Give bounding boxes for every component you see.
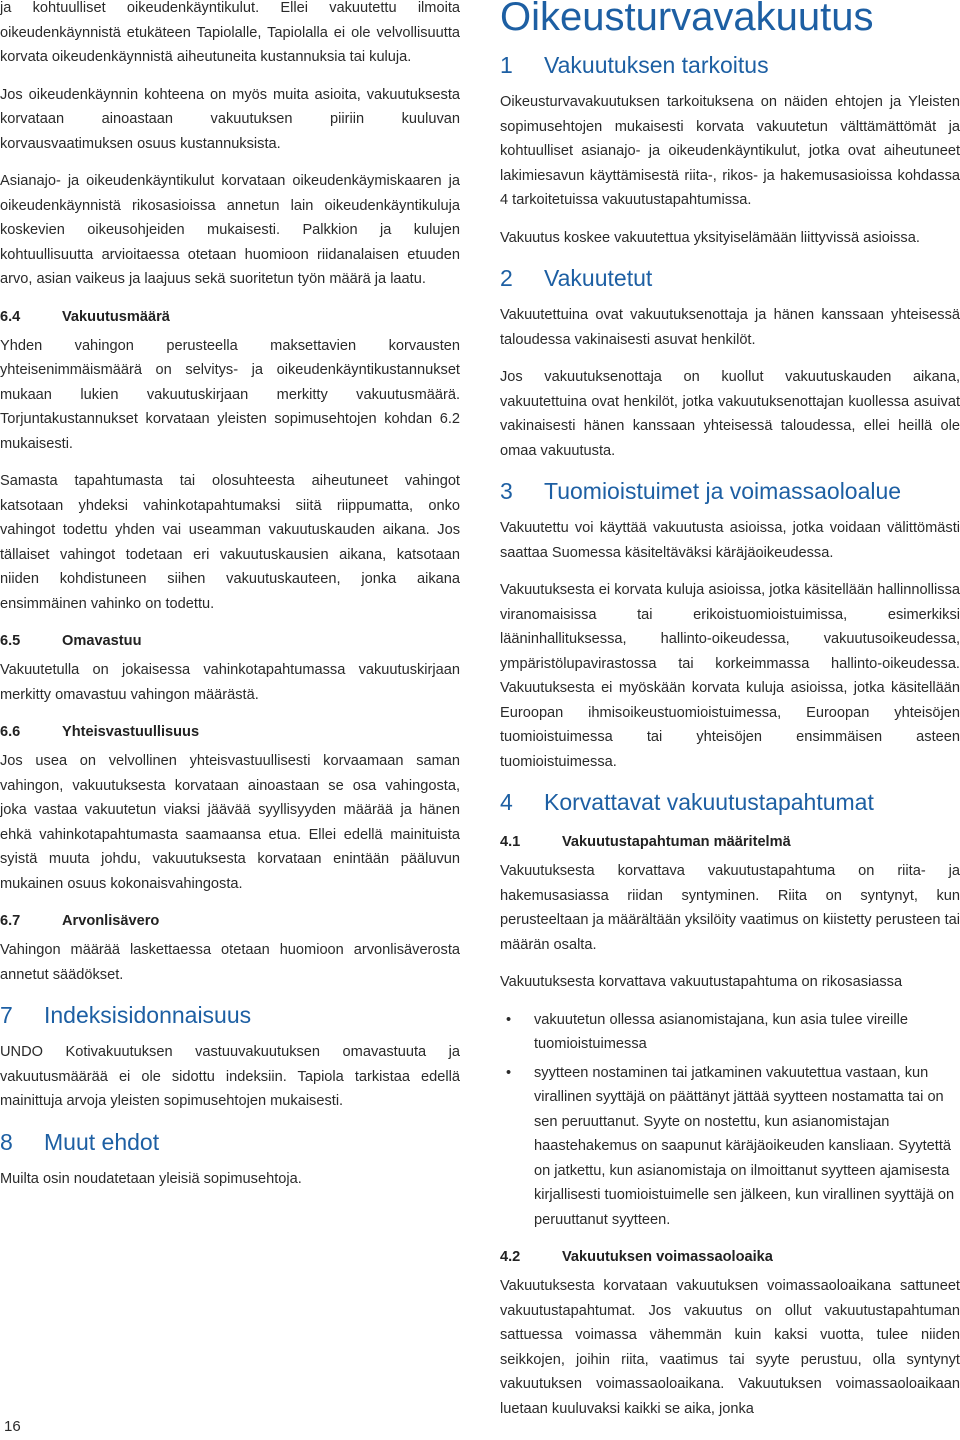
right-column: [500, 0, 960, 1434]
section-title: Vakuutustapahtuman määritelmä: [562, 834, 791, 850]
section-number: 6.6: [0, 724, 21, 740]
paragraph: Vakuutetulla on jokaisessa vahinkotapahtumassa vakuutuskirjaan merkitty omavastuu vahingon määrästä.: [0, 662, 460, 703]
chapter-number: 3: [500, 478, 513, 504]
chapter-number: 8: [0, 1128, 13, 1155]
paragraph: UNDO Kotivakuutuksen vastuuvakuutuksen omavastuuta ja vakuutusmäärää ei ole sidottu indeksiin. Tapiola tarkistaa edellä mainittuja arvoja yleisten sopimusehtojen mukaisesti.: [0, 1044, 460, 1109]
section-number: 4.2: [500, 1249, 521, 1265]
paragraph: Vakuutettu voi käyttää vakuutusta asioissa, jotka voidaan välittömästi saattaa Suomessa käsiteltäväksi käräjäoikeudessa.: [500, 520, 960, 561]
paragraph: Samasta tapahtumasta tai olosuhteesta aiheutuneet vahingot katsotaan yhdeksi vahinkotapahtumaksi siitä riippumatta, onko vahingot todettu yhden vai useamman vakuutuskauden aikana. Jos tällaiset vahingot todetaan eri vakuutuskausien aikana, katsotaan niiden kohdistuneen siihen vakuutuskauteen, jonka aikana ensimmäinen vahinko on todettu.: [0, 473, 460, 612]
paragraph: Muilta osin noudatetaan yleisiä sopimusehtoja.: [0, 1170, 302, 1187]
chapter-heading-8: [0, 1127, 460, 1157]
chapter-number: 7: [0, 1002, 13, 1028]
paragraph: Jos usea on velvollinen yhteisvastuullisesti korvaamaan saman vahingon, vakuutuksesta korvataan ainoastaan se osa vahingosta, joka vastaa vakuutetun viaksi jäävää syyllisyyden määrää ja hänen ehkä vahinkotapahtumasta saamaansa etua. Ellei edellä mainituista syistä muuta johdu, vakuutuksesta korvataan enintään pääluvun mukainen osuus kokonaisvahingosta.: [0, 753, 460, 892]
paragraph: Vakuutuksesta korvataan vakuutuksen voimassaoloaikana sattuneet vakuutustapahtumat. Jos vakuutus on ollut vakuutustapahtuman sattuessa voimassa vähemmän kuin kaksi vuotta, tulee niiden seikkojen, joihin riita, vaatimus tai syyte perustuu, olla syntynyt vakuutuksen voimassaoloaikana. Vakuutuksen voimassaoloaikaan luetaan kuuluvaksi kaikki se aika, jonka: [500, 1278, 960, 1417]
section-title: Vakuutuksen voimassaoloaika: [562, 1249, 773, 1265]
paragraph: Vahingon määrää laskettaessa otetaan huomioon arvonlisäverosta annetut säädökset.: [0, 942, 460, 983]
chapter-heading-4: [500, 787, 960, 817]
paragraph: Vakuutuksesta korvattava vakuutustapahtuma on rikosasiassa: [500, 974, 903, 990]
section-title: Omavastuu: [62, 633, 142, 649]
section-title: Vakuutusmäärä: [62, 308, 170, 325]
section-heading-4-2: [500, 1246, 960, 1268]
chapter-title: Korvattavat vakuutustapahtumat: [544, 789, 874, 815]
section-heading-6-7: [0, 910, 460, 932]
page-number: 16: [4, 1418, 21, 1435]
chapter-number: 4: [500, 789, 513, 815]
paragraph: ja kohtuulliset oikeudenkäyntikulut. Ellei vakuutettu ilmoita oikeudenkäynnistä etukäteen Tapiolalle, Tapiolalla ei ole velvollisuutta korvata oikeudenkäynnistä aiheutuneita kustannuksia tai kuluja.: [0, 0, 460, 65]
section-number: 6.5: [0, 633, 21, 649]
section-number: 6.7: [0, 913, 21, 929]
list-item: • vakuutetun ollessa asianomistajana, kun asia tulee vireille tuomioistuimessa: [500, 1008, 960, 1057]
section-heading-6-6: [0, 721, 460, 743]
list-item: • syytteen nostaminen tai jatkaminen vakuutettua vastaan, kun virallinen syyttäjä on päättänyt jättää syytteen nostamatta tai on sen peruuttanut. Syyte on nostettu, kun asianomistajan haastehakemus on saapunut käräjäoikeuden kansliaan. Syytettä on jatkettu, kun asianomistaja on ilmoittanut syytteen ajamisesta kirjallisesti tuomioistuimelle sen jälkeen, kun virallinen syyttäjä on peruuttanut syytteen.: [500, 1061, 960, 1233]
section-number: 4.1: [500, 834, 521, 850]
chapter-number: 2: [500, 265, 513, 291]
left-column: [0, 0, 460, 1204]
paragraph: Vakuutettuina ovat vakuutuksenottaja ja hänen kanssaan yhteisessä taloudessa vakinaisesti asuvat henkilöt.: [500, 307, 960, 348]
section-title: Yhteisvastuullisuus: [62, 724, 200, 740]
paragraph: Asianajo- ja oikeudenkäyntikulut korvataan oikeudenkäymiskaaren ja oikeudenkäynnistä rikosasioissa annetun lain oikeudenkäyntikuluja koskevien oikeusohjeiden mukaisesti. Palkkion ja kulujen kohtuullisuutta arvioitaessa otetaan huomioon riidanalaisen etuuden arvo, asian vaikeus ja laajuus sekä suoritetun työn määrä ja laatu.: [0, 173, 460, 287]
section-title: Arvonlisävero: [62, 913, 160, 929]
paragraph: Yhden vahingon perusteella maksettavien korvausten yhteisenimmäismäärä on selvitys- ja oikeudenkäyntikustannukset mukaan lukien vakuutuskirjaan merkitty vakuutusmäärä. Torjuntakustannukset korvataan yleisten sopimusehtojen kohdan 6.2 mukaisesti.: [0, 337, 460, 452]
chapter-title: Tuomioistuimet ja voimassaoloalue: [544, 478, 902, 504]
paragraph: Jos vakuutuksenottaja on kuollut vakuutuskauden aikana, vakuutettuina ovat henkilöt, jotka vakuutuksenottajan kuollessa asuivat vakinaisesti hänen kanssaan yhteisessä taloudessa, ellei heillä ole omaa vakuutusta.: [500, 369, 960, 459]
section-heading-6-4: [0, 306, 460, 328]
section-number: 6.4: [0, 308, 21, 325]
paragraph: Vakuutus koskee vakuutettua yksityiselämään liittyvissä asioissa.: [500, 229, 920, 246]
paragraph: Oikeusturvavakuutuksen tarkoituksena on näiden ehtojen ja Yleisten sopimusehtojen mukaisesti korvata vakuutetun välttämättömät ja kohtuulliset asianajo- ja oikeudenkäyntikulut, jotka ovat aiheutuneet lakimiesavun käyttämisestä riita-, rikos- ja hakemusasioissa kohdassa 4 tarkoitetuissa vakuutustapahtumissa.: [500, 94, 960, 208]
chapter-title: Vakuutuksen tarkoitus: [544, 52, 769, 78]
paragraph: Vakuutuksesta ei korvata kuluja asioissa, jotka käsitellään hallinnollissa viranomaisissa tai erikoistuomioistuimissa, esimerkiksi lääninhallituksessa, hallinto-oikeudessa, vakuutusoikeudessa, ympäristölupavirastossa tai korkeimmassa hallinto-oikeudessa. Vakuutuksesta ei myöskään korvata kuluja asioissa, jotka käsitellään Euroopan ihmisoikeustuomioistuimessa, Euroopan yhteisöjen tuomioistuimessa tai yhteisöjen ensimmäisen asteen tuomioistuimessa.: [500, 582, 960, 770]
chapter-heading-7: [0, 1000, 460, 1030]
chapter-title: Vakuutetut: [544, 265, 653, 291]
section-heading-6-5: [0, 630, 460, 652]
chapter-heading-2: [500, 263, 960, 293]
bullet-list: [500, 1008, 960, 1233]
chapter-title: Muut ehdot: [44, 1128, 160, 1155]
chapter-title: Indeksisidonnaisuus: [44, 1002, 252, 1028]
chapter-heading-3: [500, 476, 960, 506]
section-heading-4-1: [500, 831, 960, 853]
chapter-number: 1: [500, 52, 513, 78]
paragraph: Vakuutuksesta korvattava vakuutustapahtuma on riita- ja hakemusasiassa riidan syntyminen. Riita on syntynyt, kun perusteeltaan ja määrältään yksilöity vaatimus on kiistetty perusteen tai määrän osalta.: [500, 863, 960, 953]
main-title: Oikeusturvavakuutus: [500, 0, 874, 39]
paragraph: Jos oikeudenkäynnin kohteena on myös muita asioita, vakuutuksesta korvataan ainoastaan vakuutuksen piiriin kuuluvan korvausvaatimuksen osuus kustannuksista.: [0, 86, 460, 152]
chapter-heading-1: [500, 50, 960, 80]
